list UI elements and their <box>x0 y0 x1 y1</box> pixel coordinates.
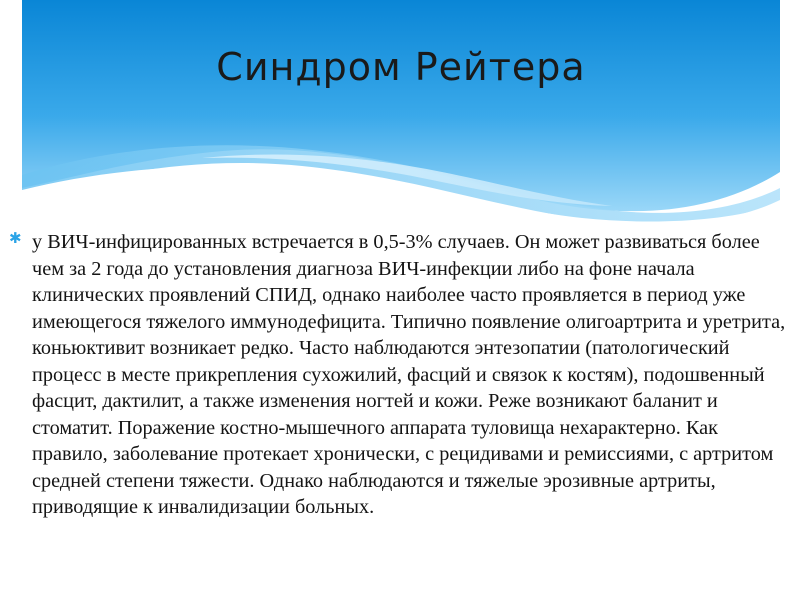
page-title: Синдром Рейтера <box>216 45 586 89</box>
header-banner <box>22 0 780 225</box>
wave-background <box>22 0 780 225</box>
body-paragraph: у ВИЧ-инфицированных встречается в 0,5-3% случаев. Он может развиваться более чем за 2 года до установления диагноза ВИЧ-инфекции либо на фоне начала клинических проявлений СПИД, однако наиболее часто проявляется в период уже имеющегося тяжелого иммунодефицита. Типично появление олигоартрита и уретрита, коньюктивит возникает редко. Часто наблюдаются энтезопатии (патологический процесс в месте прикрепления сухожилий, фасций и связок к костям), подошвенный фасцит, дактилит, а также изменения ногтей и кожи. Реже возникают баланит и стоматит. Поражение костно-мышечного аппарата туловища нехарактерно. Как правило, заболевание протекает хронически, с рецидивами и ремиссиями, с артритом средней степени тяжести. Однако наблюдаются и тяжелые эрозивные артриты, приводящие к инвалидизации больных. <box>32 231 786 518</box>
asterisk-bullet-icon: ✱ <box>9 229 22 247</box>
